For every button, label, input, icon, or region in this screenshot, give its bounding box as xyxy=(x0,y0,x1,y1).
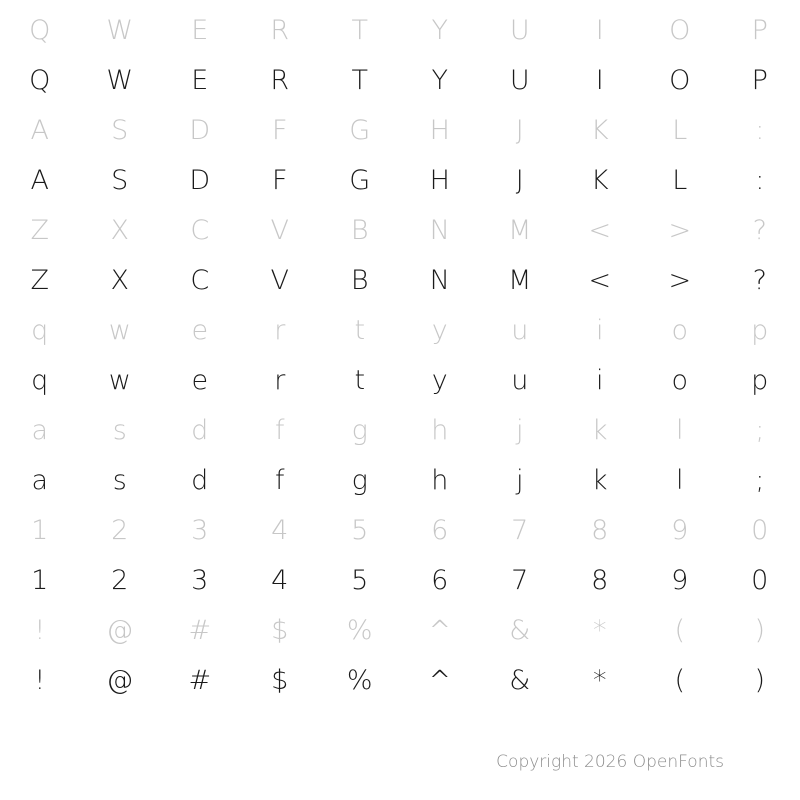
copyright-notice: Copyright 2026 OpenFonts xyxy=(496,752,724,772)
glyph-cell: K xyxy=(590,115,610,146)
glyph-cell: 5 xyxy=(351,565,369,596)
glyph-cell: a xyxy=(31,415,49,446)
glyph-cell: q xyxy=(31,315,49,346)
glyph-cell: ) xyxy=(754,665,766,696)
glyph-cell: r xyxy=(274,365,286,396)
glyph-cell: O xyxy=(669,65,691,96)
glyph-cell: : xyxy=(755,165,765,196)
glyph-cell: a xyxy=(31,465,49,496)
glyph-cell: L xyxy=(672,165,688,196)
glyph-cell: & xyxy=(509,615,531,646)
glyph-cell: d xyxy=(191,465,209,496)
glyph-cell: P xyxy=(751,65,769,96)
glyph-cell: t xyxy=(354,315,366,346)
glyph-cell: I xyxy=(595,15,605,46)
glyph-cell: % xyxy=(346,615,374,646)
glyph-cell: B xyxy=(350,215,370,246)
glyph-cell: ^ xyxy=(428,665,452,696)
glyph-cell: $ xyxy=(271,665,289,696)
glyph-cell: 8 xyxy=(591,515,609,546)
glyph-cell: 1 xyxy=(31,565,49,596)
glyph-cell: $ xyxy=(271,615,289,646)
glyph-cell: t xyxy=(354,365,366,396)
glyph-cell: : xyxy=(755,115,765,146)
glyph-cell: 6 xyxy=(431,565,449,596)
glyph-cell: i xyxy=(595,365,604,396)
glyph-cell: k xyxy=(591,415,609,446)
glyph-cell: e xyxy=(191,365,209,396)
glyph-cell: D xyxy=(189,165,211,196)
glyph-cell: ; xyxy=(755,415,765,446)
glyph-cell: W xyxy=(106,65,134,96)
glyph-cell: S xyxy=(111,165,129,196)
glyph-cell: < xyxy=(588,215,612,246)
glyph-row xyxy=(0,56,800,106)
glyph-cell: Z xyxy=(30,215,50,246)
glyph-cell: 2 xyxy=(111,565,129,596)
glyph-cell: Y xyxy=(431,65,449,96)
glyph-cell: M xyxy=(508,215,532,246)
glyph-cell: 2 xyxy=(111,515,129,546)
glyph-cell: r xyxy=(274,315,286,346)
glyph-cell: e xyxy=(191,315,209,346)
glyph-cell: Q xyxy=(29,65,51,96)
glyph-cell: S xyxy=(111,115,129,146)
glyph-cell: Y xyxy=(431,15,449,46)
glyph-cell: 6 xyxy=(431,515,449,546)
glyph-cell: ^ xyxy=(428,615,452,646)
glyph-cell: l xyxy=(675,415,684,446)
glyph-cell: # xyxy=(188,615,212,646)
glyph-cell: 5 xyxy=(351,515,369,546)
glyph-cell: k xyxy=(591,465,609,496)
glyph-cell: Z xyxy=(30,265,50,296)
glyph-cell: E xyxy=(191,65,209,96)
glyph-cell: F xyxy=(271,115,289,146)
glyph-cell: 7 xyxy=(511,565,529,596)
glyph-cell: D xyxy=(189,115,211,146)
glyph-cell: & xyxy=(509,665,531,696)
glyph-cell: V xyxy=(270,215,290,246)
glyph-cell: B xyxy=(350,265,370,296)
glyph-cell: g xyxy=(351,465,369,496)
glyph-cell: y xyxy=(431,315,449,346)
glyph-cell: 1 xyxy=(31,515,49,546)
glyph-cell: p xyxy=(751,315,769,346)
glyph-cell: > xyxy=(668,215,692,246)
glyph-row xyxy=(0,306,800,356)
glyph-cell: T xyxy=(351,15,369,46)
glyph-cell: f xyxy=(274,415,285,446)
glyph-row xyxy=(0,206,800,256)
glyph-cell: @ xyxy=(106,665,134,696)
glyph-cell: 3 xyxy=(191,565,209,596)
glyph-row xyxy=(0,506,800,556)
glyph-row xyxy=(0,656,800,706)
glyph-cell: h xyxy=(431,465,449,496)
glyph-cell: < xyxy=(588,265,612,296)
glyph-cell: ( xyxy=(674,665,686,696)
glyph-cell: 4 xyxy=(271,515,289,546)
glyph-cell: N xyxy=(429,265,451,296)
glyph-cell: * xyxy=(593,615,607,646)
glyph-cell: ; xyxy=(755,465,765,496)
glyph-cell: d xyxy=(191,415,209,446)
glyph-cell: ? xyxy=(752,215,768,246)
glyph-cell: j xyxy=(515,415,524,446)
glyph-cell: @ xyxy=(106,615,134,646)
glyph-cell: J xyxy=(515,165,525,196)
glyph-cell: H xyxy=(429,115,451,146)
glyph-cell: X xyxy=(110,265,130,296)
glyph-cell: g xyxy=(351,415,369,446)
glyph-cell: Q xyxy=(29,15,51,46)
glyph-cell: % xyxy=(346,665,374,696)
glyph-cell: 4 xyxy=(271,565,289,596)
glyph-row xyxy=(0,606,800,656)
glyph-row xyxy=(0,156,800,206)
glyph-cell: R xyxy=(270,65,290,96)
glyph-cell: J xyxy=(515,115,525,146)
glyph-cell: 0 xyxy=(751,515,769,546)
glyph-cell: i xyxy=(595,315,604,346)
glyph-cell: I xyxy=(595,65,605,96)
glyph-cell: # xyxy=(188,665,212,696)
glyph-cell: R xyxy=(270,15,290,46)
glyph-cell: o xyxy=(671,365,689,396)
glyph-cell: K xyxy=(590,165,610,196)
glyph-cell: 9 xyxy=(671,515,689,546)
glyph-cell: * xyxy=(593,665,607,696)
glyph-row xyxy=(0,456,800,506)
glyph-cell: O xyxy=(669,15,691,46)
glyph-cell: V xyxy=(270,265,290,296)
glyph-cell: L xyxy=(672,115,688,146)
glyph-cell: 7 xyxy=(511,515,529,546)
glyph-cell: o xyxy=(671,315,689,346)
glyph-cell: 9 xyxy=(671,565,689,596)
glyph-cell: N xyxy=(429,215,451,246)
glyph-cell: X xyxy=(110,215,130,246)
glyph-cell: ! xyxy=(34,615,46,646)
glyph-cell: G xyxy=(349,165,371,196)
glyph-row xyxy=(0,106,800,156)
glyph-cell: l xyxy=(675,465,684,496)
glyph-cell: s xyxy=(112,465,128,496)
glyph-cell: A xyxy=(30,165,50,196)
glyph-cell: 0 xyxy=(751,565,769,596)
glyph-row xyxy=(0,406,800,456)
glyph-cell: ! xyxy=(34,665,46,696)
glyph-row xyxy=(0,256,800,306)
glyph-cell: P xyxy=(751,15,769,46)
glyph-cell: s xyxy=(112,415,128,446)
glyph-cell: U xyxy=(509,65,531,96)
glyph-cell: ) xyxy=(754,615,766,646)
glyph-cell: G xyxy=(349,115,371,146)
glyph-cell: H xyxy=(429,165,451,196)
glyph-cell: F xyxy=(271,165,289,196)
glyph-row xyxy=(0,556,800,606)
glyph-cell: M xyxy=(508,265,532,296)
glyph-cell: A xyxy=(30,115,50,146)
glyph-cell: q xyxy=(31,365,49,396)
glyph-cell: C xyxy=(190,215,210,246)
glyph-cell: u xyxy=(511,365,529,396)
glyph-cell: w xyxy=(108,365,132,396)
glyph-cell: W xyxy=(106,15,134,46)
glyph-cell: u xyxy=(511,315,529,346)
glyph-cell: E xyxy=(191,15,209,46)
glyph-cell: h xyxy=(431,415,449,446)
glyph-cell: T xyxy=(351,65,369,96)
glyph-cell: > xyxy=(668,265,692,296)
glyph-cell: f xyxy=(274,465,285,496)
glyph-row xyxy=(0,356,800,406)
glyph-cell: y xyxy=(431,365,449,396)
glyph-cell: U xyxy=(509,15,531,46)
glyph-row xyxy=(0,6,800,56)
glyph-cell: ( xyxy=(674,615,686,646)
glyph-cell: 3 xyxy=(191,515,209,546)
glyph-cell: j xyxy=(515,465,524,496)
glyph-cell: w xyxy=(108,315,132,346)
glyph-cell: 8 xyxy=(591,565,609,596)
glyph-cell: p xyxy=(751,365,769,396)
glyph-cell: C xyxy=(190,265,210,296)
glyph-cell: ? xyxy=(752,265,768,296)
